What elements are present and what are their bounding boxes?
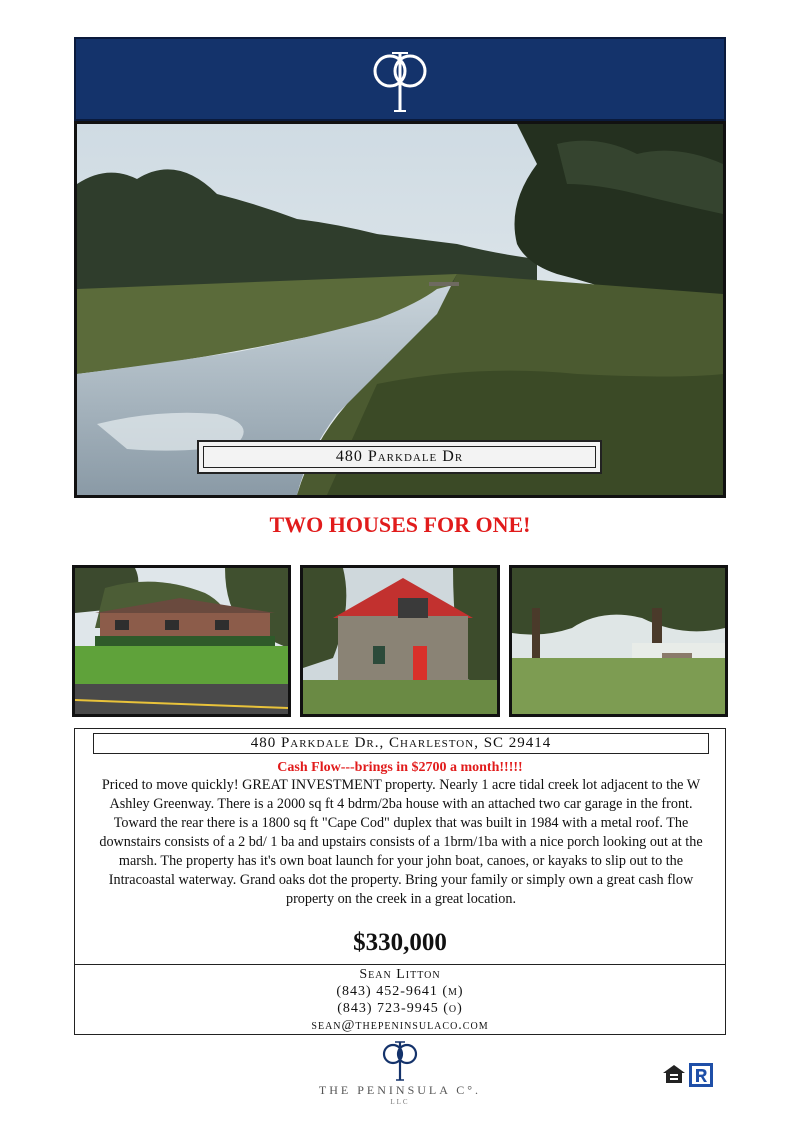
divider: [75, 964, 725, 965]
header-banner: [74, 37, 726, 121]
agent-name: Sean Litton: [359, 967, 441, 982]
footer-company-llc: LLC: [390, 1098, 410, 1106]
equal-housing-opportunity-icon: [662, 1064, 686, 1089]
photo-yard-oaks: [509, 565, 728, 717]
peninsula-monogram-icon: [370, 45, 430, 120]
peninsula-monogram-icon: [381, 1038, 419, 1087]
listing-info-box: [74, 728, 726, 1035]
agent-office[interactable]: (843) 723-9945 (o): [337, 1001, 463, 1016]
agent-mobile[interactable]: (843) 452-9641 (m): [336, 984, 464, 999]
photo-cape-cod-duplex: [300, 565, 500, 717]
hero-caption: [197, 440, 602, 474]
cash-flow-note: Cash Flow---brings in $2700 a month!!!!!: [277, 760, 523, 775]
listing-price: $330,000: [353, 929, 447, 956]
property-address: 480 Parkdale Dr., Charleston, SC 29414: [93, 733, 709, 754]
agent-email-link[interactable]: sean@thepeninsulaco.com: [311, 1018, 489, 1033]
photo-main-house: [72, 565, 291, 717]
agent-contact: [75, 966, 725, 1034]
hero-photo: [74, 121, 726, 498]
footer-company-name: THE PENINSULA C°.: [318, 1083, 482, 1097]
realtor-icon: [688, 1062, 714, 1093]
property-description: Priced to move quickly! GREAT INVESTMENT property. Nearly 1 acre tidal creek lot adjacent to the W Ashley Greenway. There is a 2000 sq ft 4 bdrm/2ba house with an attached two car garage in the front. Toward the rear there is a 1800 sq ft "Cape Cod" duplex that was built in 1984 with a metal roof. The downstairs consists of a 2 bd/ 1 ba and upstairs consists of a 1brm/1ba with a nice porch looking out at the marsh. The property has it's own boat launch for your john boat, canoes, or kayaks to slip out to the Intracoastal waterway. Grand oaks dot the property. Bring your family or simply own a great cash flow property on the creek in a great location.: [99, 777, 703, 907]
headline: TWO HOUSES FOR ONE!: [269, 512, 531, 537]
hero-caption-text: 480 Parkdale Dr: [203, 446, 596, 468]
